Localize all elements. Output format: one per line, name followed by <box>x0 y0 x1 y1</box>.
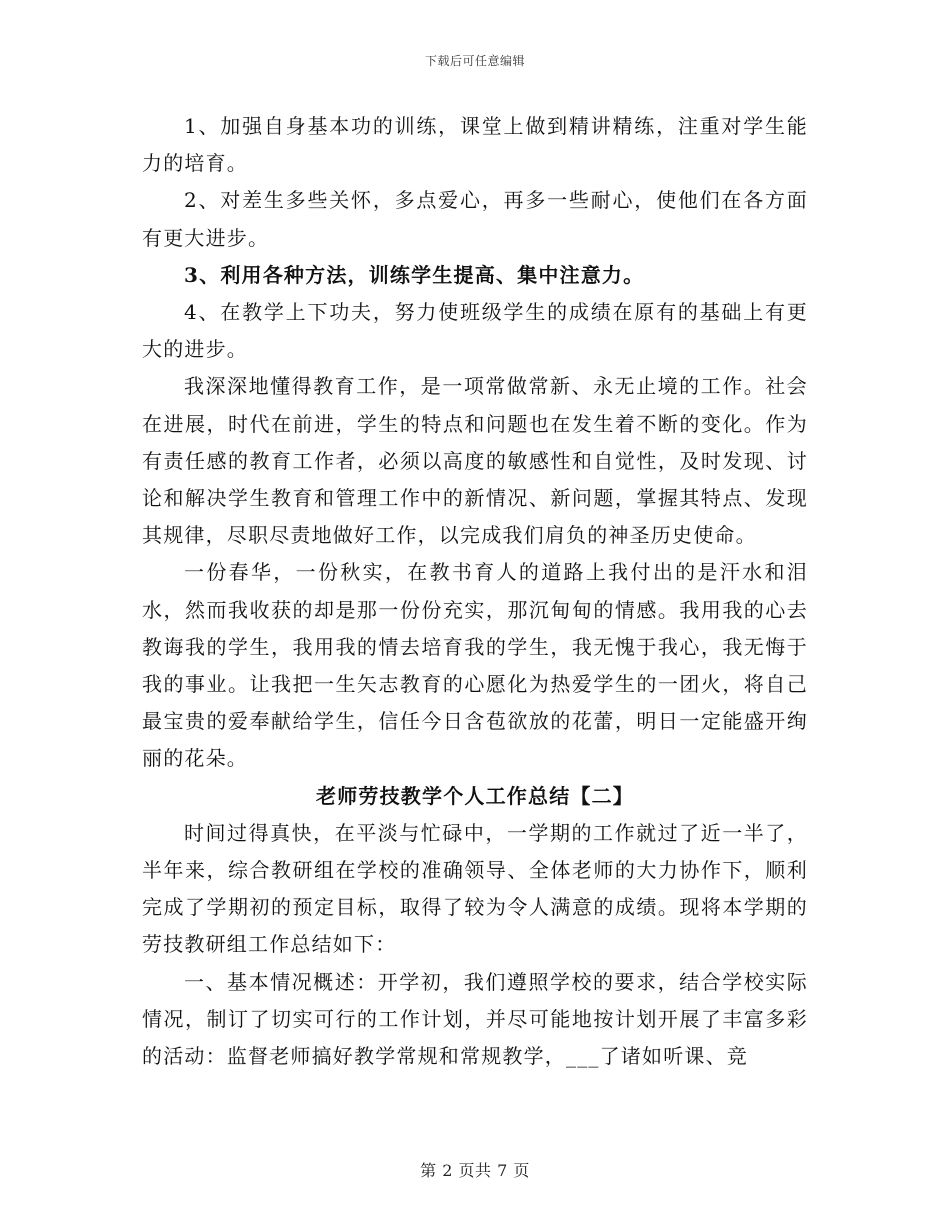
paragraph-education-work: 我深深地懂得教育工作，是一项常做常新、永无止境的工作。社会在进展，时代在前进，学生的特点和问题也在发生着不断的变化。作为有责任感的教育工作者，必须以高度的敏感性和自觉性，及时发现、讨论和解决学生教育和管理工作中的新情况、新问题，掌握其特点、发现其规律，尽职尽责地做好工作，以完成我们肩负的神圣历史使命。 <box>142 374 808 548</box>
list-item-4: 4、在教学上下功夫，努力使班级学生的成绩在原有的基础上有更大的进步。 <box>142 300 808 362</box>
section-title: 老师劳技教学个人工作总结【二】 <box>316 783 634 808</box>
paragraph-spring-autumn: 一份春华，一份秋实，在教书育人的道路上我付出的是汗水和泪水，然而我收获的却是那一份份充实，那沉甸甸的情感。我用我的心去教诲我的学生，我用我的情去培育我的学生，我无愧于我心，我无悔于我的事业。让我把一生矢志教育的心愿化为热爱学生的一团火，将自己最宝贵的爱奉献给学生，信任今日含苞欲放的花蕾，明日一定能盛开绚丽的花朵。 <box>142 560 808 771</box>
page-header: 下载后可任意编辑 <box>424 54 525 68</box>
list-item-2: 2、对差生多些关怀，多点爱心，再多一些耐心，使他们在各方面有更大进步。 <box>142 188 808 250</box>
page-footer: 第 2 页共 7 页 <box>420 1161 530 1180</box>
paragraph-intro: 时间过得真快，在平淡与忙碌中，一学期的工作就过了近一半了，半年来，综合教研组在学校的准确领导、全体老师的大力协作下，顺利完成了学期初的预定目标，取得了较为令人满意的成绩。现将本学期的劳技教研组工作总结如下： <box>142 820 808 957</box>
list-item-3: 3、利用各种方法，训练学生提高、集中注意力。 <box>184 262 645 287</box>
document-body <box>142 108 808 1075</box>
list-item-1: 1、加强自身基本功的训练，课堂上做到精讲精练，注重对学生能力的培育。 <box>142 114 808 176</box>
paragraph-overview: 一、基本情况概述：开学初，我们遵照学校的要求，结合学校实际情况，制订了切实可行的工作计划，并尽可能地按计划开展了丰富多彩的活动：监督老师搞好教学常规和常规教学，___了诸如听课、竞 <box>142 969 808 1069</box>
